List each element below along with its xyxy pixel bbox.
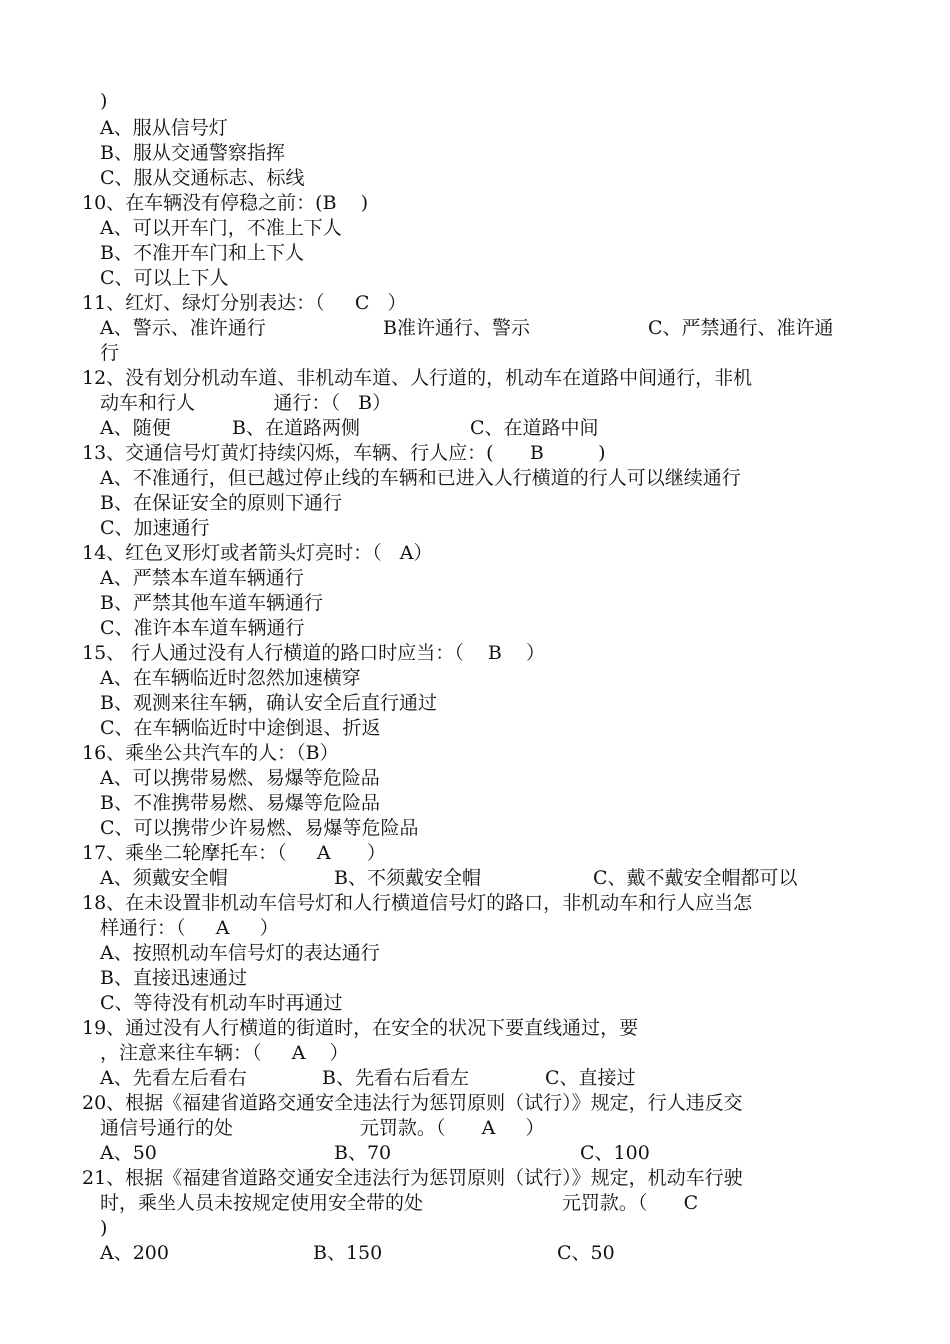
option-a: A、按照机动车信号灯的表达通行 xyxy=(100,942,380,964)
option-a: A、不准通行，但已越过停止线的车辆和已进入人行横道的行人可以继续通行 xyxy=(100,467,741,489)
option-c: C、100 xyxy=(580,1142,650,1164)
option-c: C、可以携带少许易燃、易爆等危险品 xyxy=(100,817,419,839)
option-b: B、服从交通警察指挥 xyxy=(100,142,285,164)
options-row xyxy=(0,416,950,441)
option-b: B、在保证安全的原则下通行 xyxy=(100,492,342,514)
option-a: A、须戴安全帽 xyxy=(100,867,228,889)
question-15: 15、 行人通过没有人行横道的路口时应当：（ B ） xyxy=(82,642,545,664)
option-a: A、50 xyxy=(100,1142,157,1164)
question-18: 18、在未设置非机动车信号灯和人行横道信号灯的路口，非机动车和行人应当怎 xyxy=(82,892,753,914)
question-10: 10、在车辆没有停稳之前：(B ) xyxy=(82,192,369,214)
option-b: B、观测来往车辆，确认安全后直行通过 xyxy=(100,692,437,714)
option-b: B、先看右后看左 xyxy=(322,1067,469,1089)
question-14: 14、红色叉形灯或者箭头灯亮时：（ A） xyxy=(82,542,433,564)
option-a: A、严禁本车道车辆通行 xyxy=(100,567,304,589)
option-c: C、服从交通标志、标线 xyxy=(100,167,305,189)
option-a: A、可以携带易燃、易爆等危险品 xyxy=(100,767,380,789)
text-line: 时，乘坐人员未按规定使用安全带的处 元罚款。（ C xyxy=(100,1192,699,1214)
text-line: ，注意来往车辆：（ A ） xyxy=(100,1042,349,1064)
question-19: 19、通过没有人行横道的街道时，在安全的状况下要直线通过，要 xyxy=(82,1017,639,1039)
text-line: 动车和行人 通行：（ B） xyxy=(100,392,392,414)
option-b: B、70 xyxy=(334,1142,392,1164)
question-21: 21、根据《福建省道路交通安全违法行为惩罚原则（试行）》规定，机动车行驶 xyxy=(82,1167,743,1189)
option-b: B、严禁其他车道车辆通行 xyxy=(100,592,323,614)
option-c: C、严禁通行、准许通 xyxy=(648,317,834,339)
option-b: B、不准开车门和上下人 xyxy=(100,242,304,264)
option-c: C、可以上下人 xyxy=(100,267,229,289)
option-c: C、在道路中间 xyxy=(470,417,599,439)
option-b: B准许通行、警示 xyxy=(383,317,530,339)
options-row xyxy=(0,1066,950,1091)
option-b: B、不准携带易燃、易爆等危险品 xyxy=(100,792,380,814)
option-a: A、先看左后看右 xyxy=(100,1067,247,1089)
text-line: 样通行：（ A ） xyxy=(100,917,279,939)
question-17: 17、乘坐二轮摩托车：（ A ） xyxy=(82,842,386,864)
option-c: C、直接过 xyxy=(545,1067,636,1089)
options-row xyxy=(0,1141,950,1166)
question-16: 16、乘坐公共汽车的人：（B） xyxy=(82,742,339,764)
text-line: 通信号通行的处 元罚款。（ A ） xyxy=(100,1117,545,1139)
question-11: 11、红灯、绿灯分别表达：（ C ） xyxy=(82,292,407,314)
option-c: C、在车辆临近时中途倒退、折返 xyxy=(100,717,381,739)
option-c: C、戴不戴安全帽都可以 xyxy=(593,867,798,889)
option-a: A、在车辆临近时忽然加速横穿 xyxy=(100,667,361,689)
options-row xyxy=(0,1241,950,1266)
text-line: ) xyxy=(100,1217,108,1239)
option-c: C、加速通行 xyxy=(100,517,210,539)
text-line: 行 xyxy=(100,342,120,364)
option-c: C、50 xyxy=(557,1242,615,1264)
option-c: C、等待没有机动车时再通过 xyxy=(100,992,343,1014)
option-a: A、可以开车门，不准上下人 xyxy=(100,217,342,239)
text-line: ) xyxy=(100,90,108,112)
options-row xyxy=(0,866,950,891)
question-13: 13、交通信号灯黄灯持续闪烁，车辆、行人应：( B ) xyxy=(82,442,606,464)
question-12: 12、没有划分机动车道、非机动车道、人行道的，机动车在道路中间通行，非机 xyxy=(82,367,753,389)
option-c: C、准许本车道车辆通行 xyxy=(100,617,305,639)
option-a: A、200 xyxy=(100,1242,169,1264)
option-a: A、服从信号灯 xyxy=(100,117,228,139)
option-b: B、在道路两侧 xyxy=(232,417,360,439)
option-b: B、150 xyxy=(313,1242,383,1264)
option-b: B、直接迅速通过 xyxy=(100,967,247,989)
options-row xyxy=(0,316,950,341)
option-b: B、不须戴安全帽 xyxy=(334,867,481,889)
question-20: 20、根据《福建省道路交通安全违法行为惩罚原则（试行）》规定，行人违反交 xyxy=(82,1092,743,1114)
option-a: A、警示、准许通行 xyxy=(100,317,266,339)
option-a: A、随便 xyxy=(100,417,171,439)
